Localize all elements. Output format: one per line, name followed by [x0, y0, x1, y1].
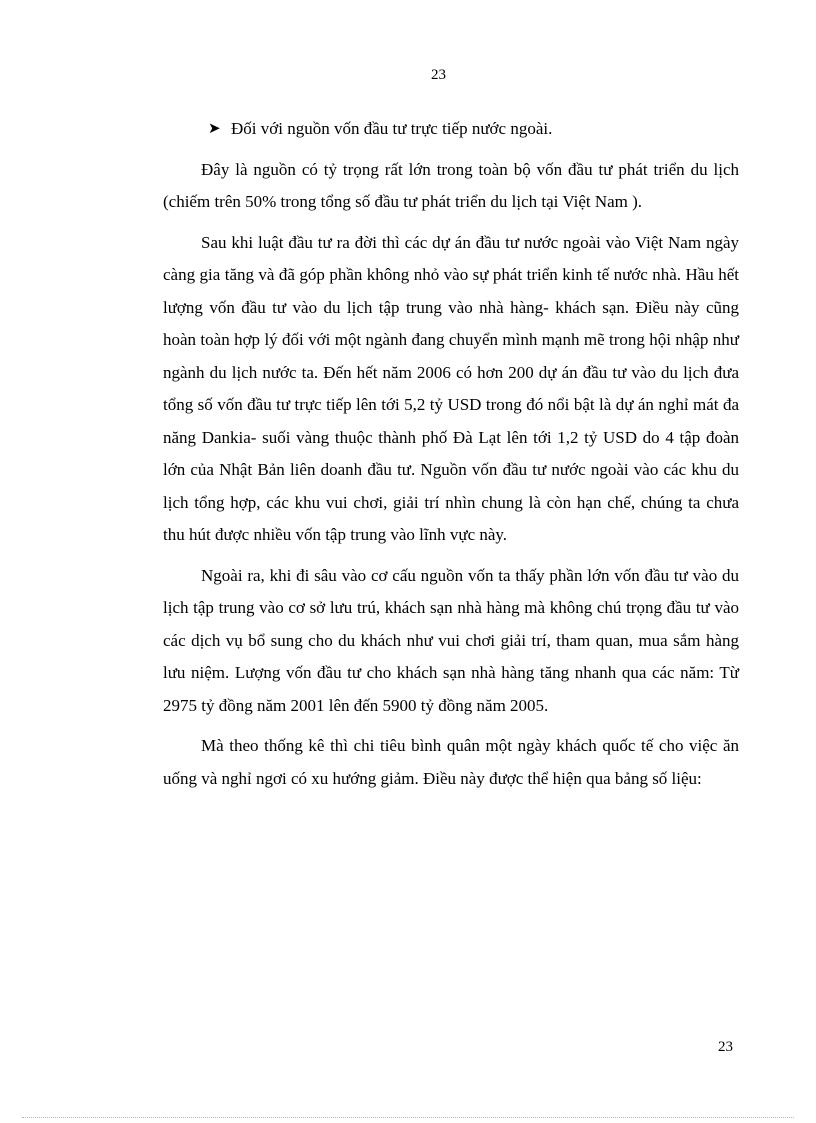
paragraph-capital-structure: Ngoài ra, khi đi sâu vào cơ cấu nguồn vốn ta thấy phần lớn vốn đầu tư vào du lịch tập trung vào cơ sở lưu trú, khách sạn nhà hàng mà không chú trọng đầu tư vào các dịch vụ bổ sung cho du khách như vui chơi giải trí, tham quan, mua sắm hàng lưu niệm. Lượng vốn đầu tư cho khách sạn nhà hàng tăng nhanh qua các năm: Từ 2975 tỷ đồng năm 2001 lên đến 5900 tỷ đồng năm 2005.	[163, 565, 739, 715]
paragraph-spending-statistics: Mà theo thống kê thì chi tiêu bình quân một ngày khách quốc tế cho việc ăn uống và nghỉ ngơi có xu hướng giảm. Điều này được thể hiện qua bảng số liệu:	[163, 736, 739, 788]
paragraph-investment-law: Sau khi luật đầu tư ra đời thì các dự án đầu tư nước ngoài vào Việt Nam ngày càng gia tăng và đã góp phần không nhỏ vào sự phát triển kinh tế nước nhà. Hầu hết lượng vốn đầu tư vào du lịch tập trung vào nhà hàng- khách sạn. Điều này cũng hoàn toàn hợp lý đối với một ngành đang chuyển mình mạnh mẽ trong hội nhập như ngành du lịch nước ta. Đến hết năm 2006 có hơn 200 dự án đầu tư vào du lịch đưa tổng số vốn đầu tư trực tiếp lên tới 5,2 tỷ USD trong đó nổi bật là dự án nghỉ mát đa năng Dankia- suối vàng thuộc thành phố Đà Lạt lên tới 1,2 tỷ USD do 4 tập đoàn lớn của Nhật Bản liên doanh đầu tư. Nguồn vốn đầu tư nước ngoài vào các khu du lịch tổng hợp, các khu vui chơi, giải trí nhìn chung là còn hạn chế, chúng ta chưa thu hút được nhiều vốn tập trung vào lĩnh vực này.	[163, 232, 739, 544]
document-body	[163, 113, 739, 803]
arrow-bullet-icon: ➤	[208, 121, 221, 137]
section-heading	[163, 113, 739, 146]
paragraph-intro: Đây là nguồn có tỷ trọng rất lớn trong toàn bộ vốn đầu tư phát triển du lịch (chiếm trên 50% trong tổng số đầu tư phát triển du lịch tại Việt Nam ).	[163, 159, 739, 211]
page-number-bottom: 23	[718, 1039, 733, 1055]
section-heading-text: Đối với nguồn vốn đầu tư trực tiếp nước ngoài.	[231, 119, 553, 138]
page-number-top: 23	[431, 67, 446, 83]
page-bottom-divider	[22, 1117, 794, 1118]
